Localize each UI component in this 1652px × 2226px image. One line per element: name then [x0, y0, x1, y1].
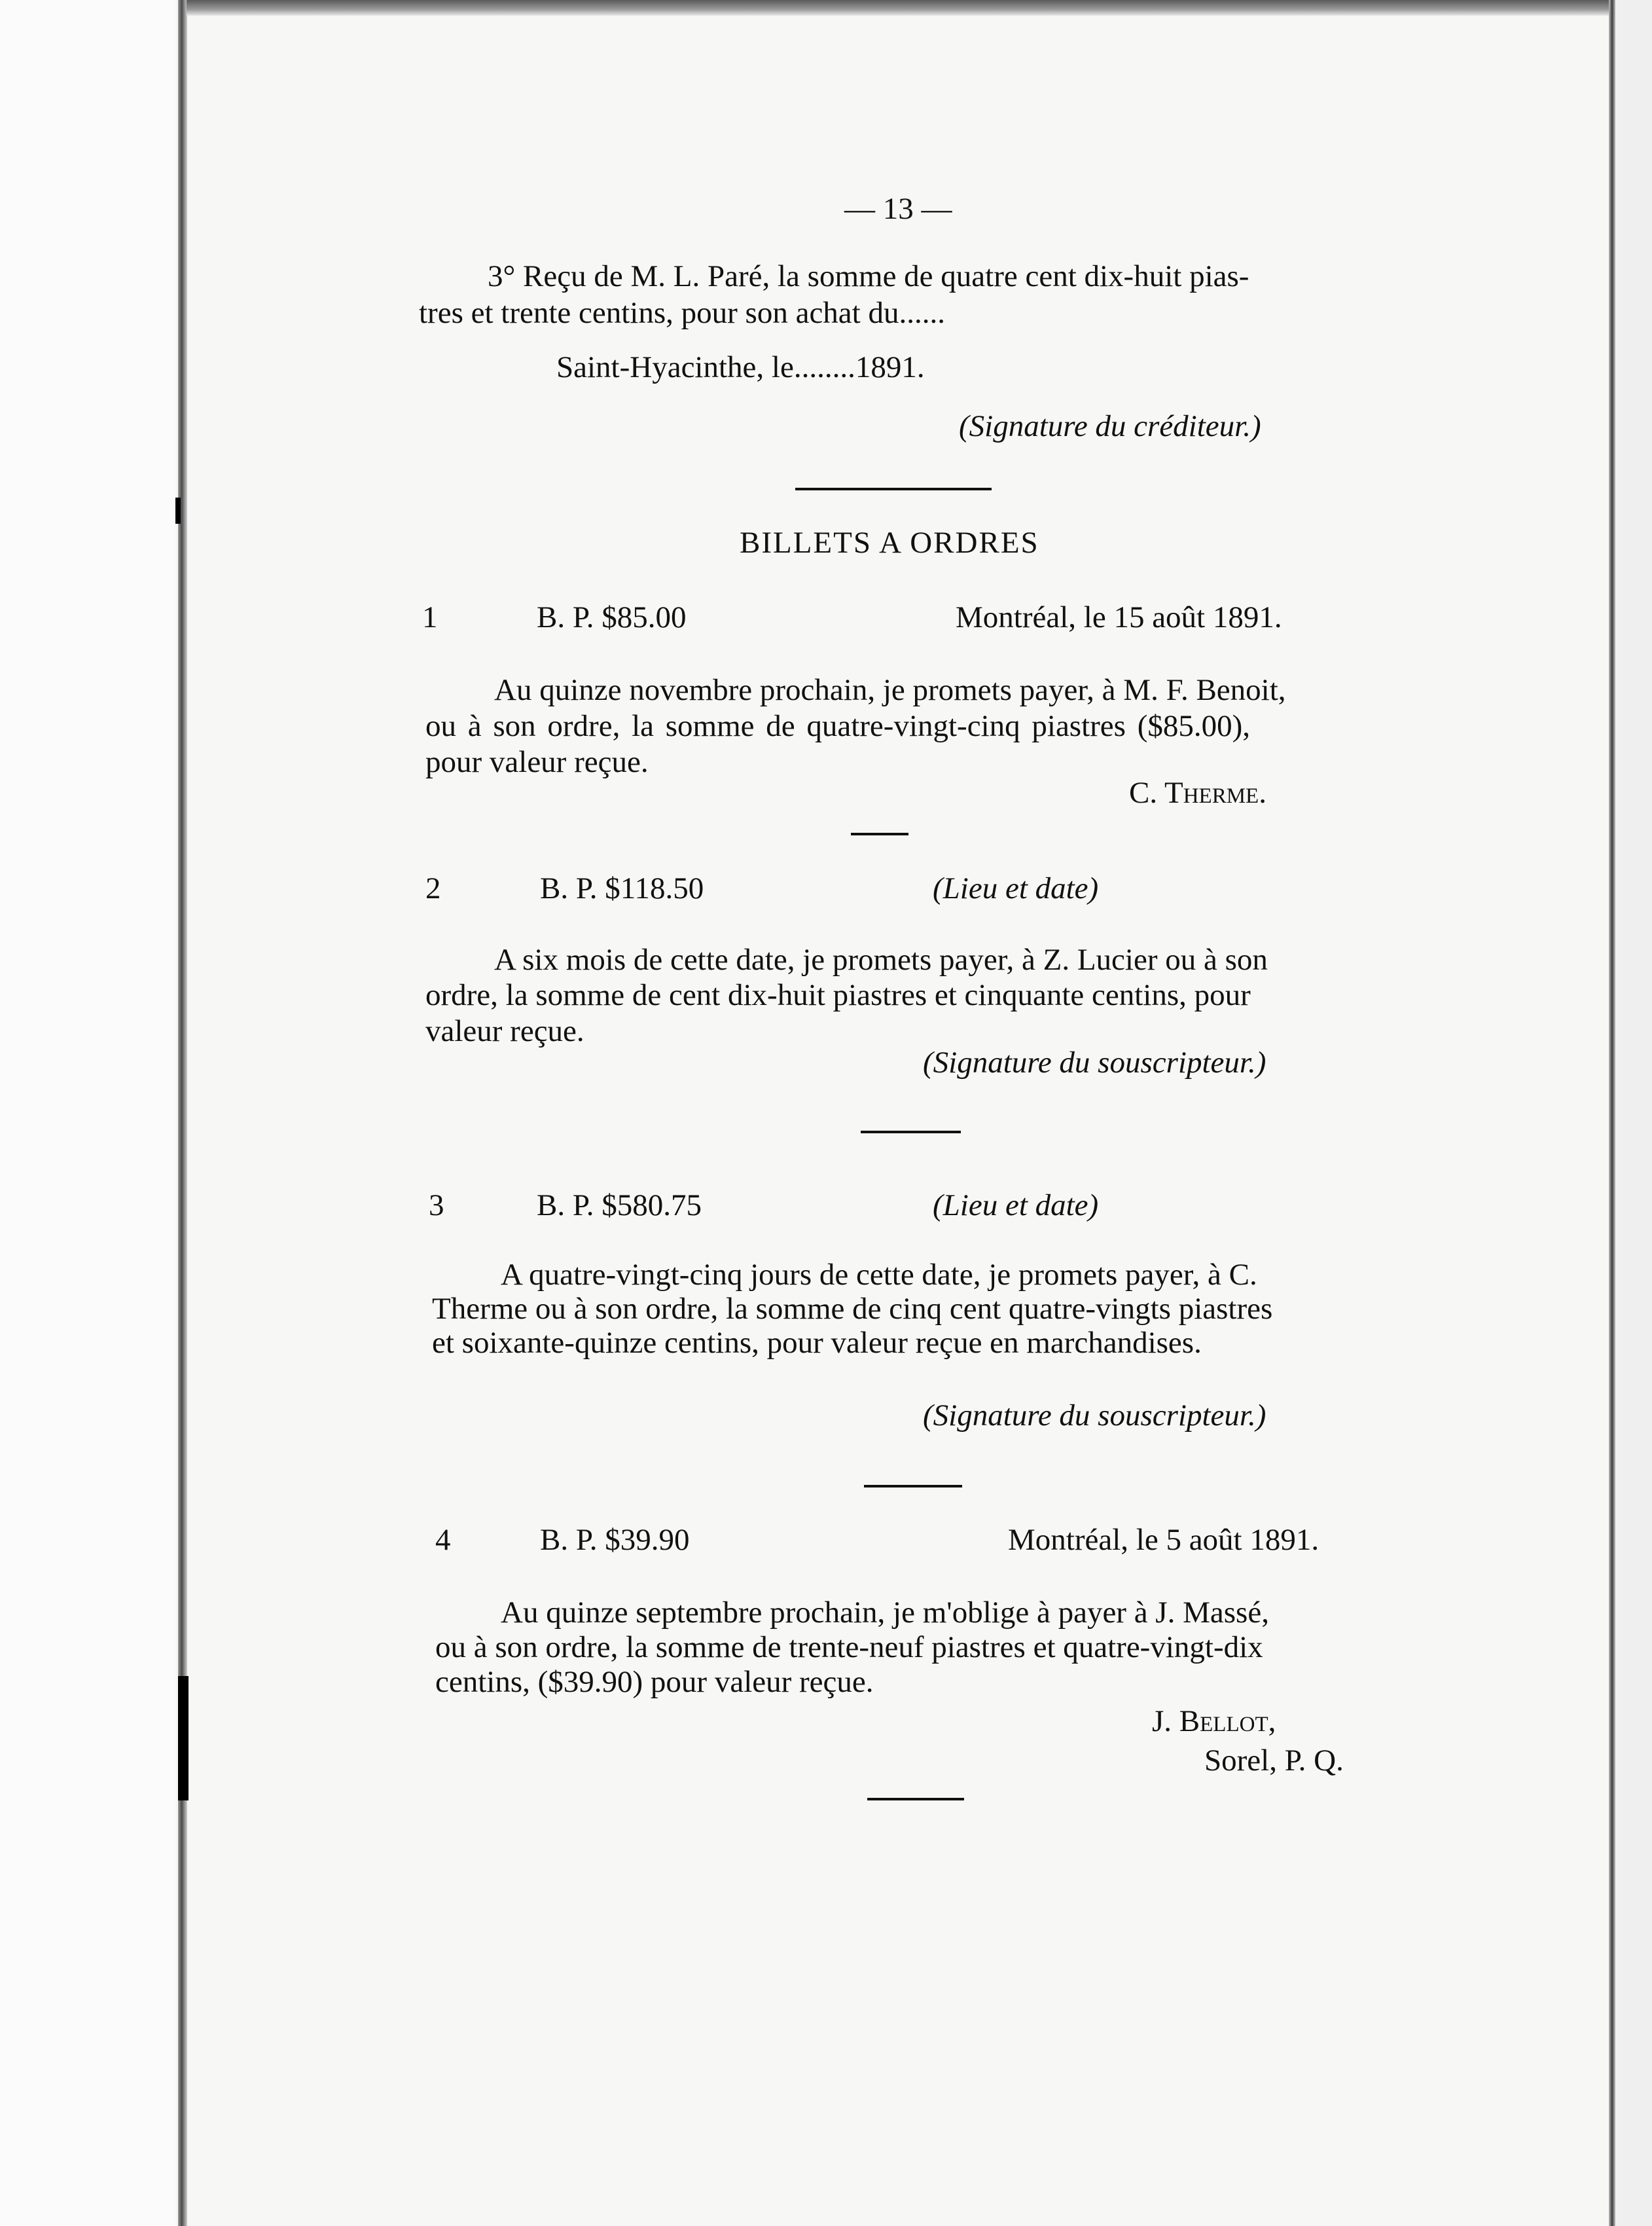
note-signature: C. Therme. [1129, 776, 1266, 810]
note-signature: (Signature du souscripteur.) [923, 1398, 1266, 1432]
note-body-line: Au quinze septembre prochain, je m'oblige à payer à J. Massé, [501, 1596, 1269, 1630]
note-body-line: Therme ou à son ordre, la somme de cinq cent quatre-vingts piastres [432, 1292, 1273, 1326]
divider [867, 1798, 964, 1800]
binding-mark [178, 1676, 189, 1800]
note-body-line: A quatre-vingt-cinq jours de cette date, je promets payer, à C. [501, 1258, 1257, 1292]
note-number: 1 [422, 600, 438, 634]
page-number: — 13 — [844, 192, 952, 226]
note-signature: (Signature du souscripteur.) [923, 1046, 1266, 1080]
note-place-date: (Lieu et date) [933, 871, 1099, 905]
divider [795, 488, 992, 490]
note-amount: B. P. $580.75 [537, 1188, 702, 1222]
note-amount: B. P. $85.00 [537, 600, 687, 634]
note-number: 4 [435, 1523, 451, 1557]
note-body-line: centins, ($39.90) pour valeur reçue. [435, 1665, 874, 1699]
top-scan-edge [187, 0, 1626, 16]
receipt-line-2: tres et trente centins, pour son achat du...... [419, 296, 945, 330]
note-body-line: Au quinze novembre prochain, je promets payer, à M. F. Benoit, [494, 673, 1286, 707]
note-body-line: ou à son ordre, la somme de quatre-vingt-cinq piastres ($85.00), [425, 709, 1251, 743]
section-title: BILLETS A ORDRES [740, 526, 1039, 560]
receipt-signature: (Signature du créditeur.) [959, 409, 1261, 443]
note-amount: B. P. $118.50 [540, 871, 704, 905]
note-place-date: Montréal, le 15 août 1891. [956, 600, 1282, 634]
note-body-line: et soixante-quinze centins, pour valeur reçue en marchandises. [432, 1326, 1202, 1360]
note-body-line: A six mois de cette date, je promets payer, à Z. Lucier ou à son [494, 943, 1268, 977]
receipt-line-1: 3° Reçu de M. L. Paré, la somme de quatre cent dix-huit pias- [488, 259, 1249, 293]
left-margin [0, 0, 175, 2226]
note-place-date: (Lieu et date) [933, 1188, 1099, 1222]
note-number: 3 [429, 1188, 444, 1222]
note-body-line: ou à son ordre, la somme de trente-neuf piastres et quatre-vingt-dix [435, 1630, 1263, 1664]
right-scan-edge [1609, 0, 1615, 2226]
note-body-line: pour valeur reçue. [425, 745, 649, 779]
note-body-line: valeur reçue. [425, 1014, 584, 1048]
note-signature: J. Bellot, [1152, 1704, 1276, 1738]
binding-mark [175, 498, 181, 524]
divider [864, 1485, 962, 1487]
receipt-place-date: Saint-Hyacinthe, le........1891. [556, 350, 925, 384]
right-margin [1615, 0, 1652, 2226]
note-place-date: Montréal, le 5 août 1891. [1008, 1523, 1320, 1557]
divider [861, 1131, 961, 1133]
divider [851, 833, 908, 835]
note-signature-place: Sorel, P. Q. [1204, 1743, 1344, 1778]
note-body-line: ordre, la somme de cent dix-huit piastres et cinquante centins, pour [425, 978, 1251, 1012]
note-number: 2 [425, 871, 441, 905]
note-amount: B. P. $39.90 [540, 1523, 690, 1557]
binding-edge [178, 0, 187, 2226]
